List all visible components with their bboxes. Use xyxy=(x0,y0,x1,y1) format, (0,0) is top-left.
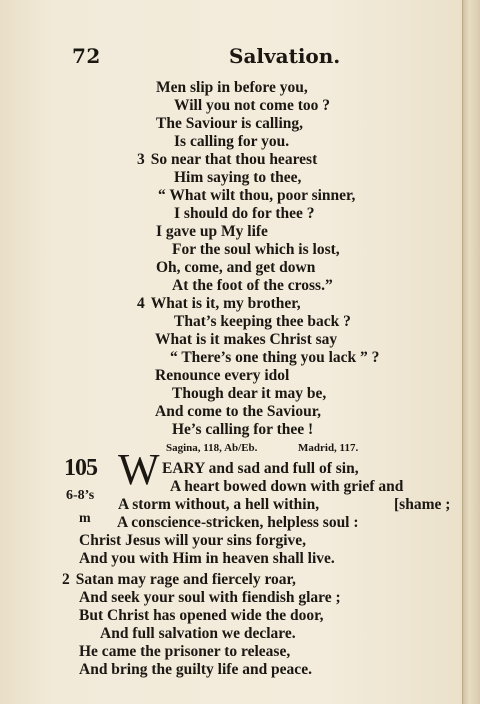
verse-line: Is calling for you. xyxy=(174,133,290,150)
verse-line: And bring the guilty life and peace. xyxy=(79,661,312,678)
verse-line: 3 So near that thou hearest xyxy=(137,151,318,168)
verse-line: Christ Jesus will your sins forgive, xyxy=(79,532,307,549)
verse-number: 4 xyxy=(137,295,145,312)
verse-line: 4 What is it, my brother, xyxy=(137,295,301,312)
verse-line: Him saying to thee, xyxy=(174,169,302,186)
tune-name: Madrid, 117. xyxy=(298,442,359,454)
verse-line: 2 Satan may rage and fiercely roar, xyxy=(62,571,296,588)
verse-line: What is it makes Christ say xyxy=(155,331,338,348)
verse-line: For the soul which is lost, xyxy=(172,241,340,258)
verse-line: Renounce every idol xyxy=(155,367,290,384)
tempo-mark: m xyxy=(79,511,91,526)
verse-line: I should do for thee ? xyxy=(174,205,315,222)
verse-line: At the foot of the cross.” xyxy=(172,277,333,294)
drop-cap: W xyxy=(118,445,160,494)
verse-line: And you with Him in heaven shall live. xyxy=(79,550,335,567)
page-number: 72 xyxy=(72,44,101,68)
verse-line: A storm without, a hell within, xyxy=(118,496,320,513)
verse-line: The Saviour is calling, xyxy=(156,115,303,132)
tune-name: Sagina, 118, Ab/Eb. xyxy=(166,442,258,454)
verse-line: “ What wilt thou, poor sinner, xyxy=(158,187,356,204)
verse-line: He came the prisoner to release, xyxy=(79,643,291,660)
verse-number: 2 xyxy=(62,571,70,588)
verse-line: He’s calling for thee ! xyxy=(172,421,314,438)
verse-line: [shame ; xyxy=(394,496,451,513)
verse-line: And full salvation we declare. xyxy=(100,625,296,642)
verse-line: Men slip in before you, xyxy=(156,79,308,96)
running-title: Salvation. xyxy=(229,44,341,68)
verse-line: And come to the Saviour, xyxy=(155,403,322,420)
verse-line: EARY and sad and full of sin, xyxy=(162,460,359,477)
verse-line: “ There’s one thing you lack ” ? xyxy=(170,349,380,366)
verse-line: That’s keeping thee back ? xyxy=(174,313,351,330)
verse-line: A conscience-stricken, helpless soul : xyxy=(117,514,359,531)
verse-number: 3 xyxy=(137,151,145,168)
verse-line: Though dear it may be, xyxy=(172,385,327,402)
page-edge xyxy=(462,0,480,704)
verse-line: A heart bowed down with grief and xyxy=(170,478,404,495)
verse-line: And seek your soul with fiendish glare ; xyxy=(79,589,341,606)
verse-line: I gave up My life xyxy=(156,223,268,240)
page-header xyxy=(0,44,462,74)
hymn-number: 105 xyxy=(64,455,97,481)
verse-line: Oh, come, and get down xyxy=(156,259,316,276)
meter: 6-8’s xyxy=(66,488,95,503)
verse-line: Will you not come too ? xyxy=(174,97,330,114)
verse-line: But Christ has opened wide the door, xyxy=(79,607,324,624)
